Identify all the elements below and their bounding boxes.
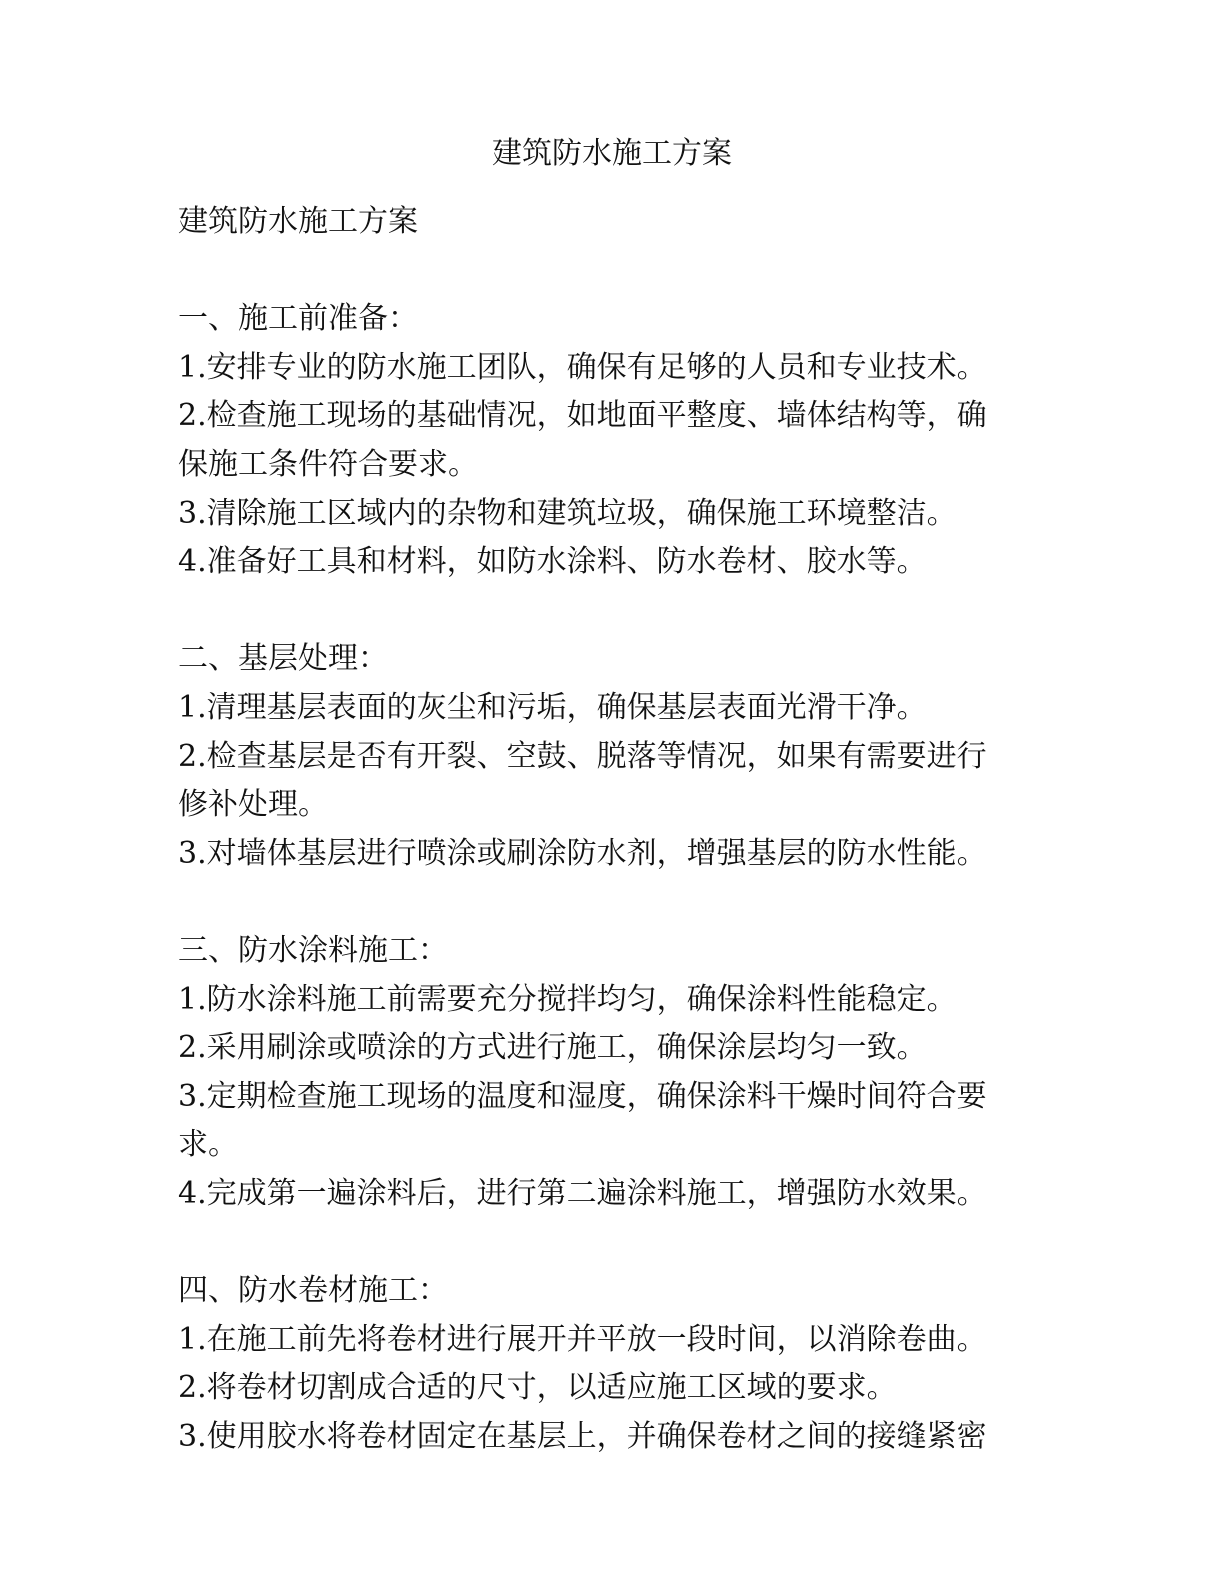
section-heading: 三、防水涂料施工： [178,932,448,968]
section-preparation [178,295,1046,587]
paragraph-line: 3.定期检查施工现场的温度和湿度，确保涂料干燥时间符合要 [178,1078,987,1114]
section-heading: 二、基层处理： [178,641,388,677]
section-membrane [178,1267,1046,1461]
paragraph-line: 求。 [178,1127,238,1163]
blank-line [178,247,1046,296]
paragraph-line: 4.完成第一遍涂料后，进行第二遍涂料施工，增强防水效果。 [178,1175,987,1211]
paragraph-line: 2.检查基层是否有开裂、空鼓、脱落等情况，如果有需要进行 [178,738,987,774]
blank-line [178,878,1046,927]
document-subtitle: 建筑防水施工方案 [178,204,418,239]
paragraph-line: 4.准备好工具和材料，如防水涂料、防水卷材、胶水等。 [178,544,927,580]
section-heading: 四、防水卷材施工： [178,1273,448,1309]
paragraph-line: 1.防水涂料施工前需要充分搅拌均匀，确保涂料性能稳定。 [178,981,957,1017]
section-base-treatment [178,635,1046,878]
blank-line [178,587,1046,636]
paragraph-line: 3.对墙体基层进行喷涂或刷涂防水剂，增强基层的防水性能。 [178,835,987,871]
document-title: 建筑防水施工方案 [492,136,732,171]
paragraph-line: 1.安排专业的防水施工团队，确保有足够的人员和专业技术。 [178,349,987,385]
paragraph-line: 保施工条件符合要求。 [178,446,478,482]
paragraph-line: 2.检查施工现场的基础情况，如地面平整度、墙体结构等，确 [178,398,987,434]
paragraph-line: 修补处理。 [178,787,328,823]
paragraph-line: 1.清理基层表面的灰尘和污垢，确保基层表面光滑干净。 [178,689,927,725]
paragraph-line: 1.在施工前先将卷材进行展开并平放一段时间，以消除卷曲。 [178,1321,987,1357]
document-body [178,198,1046,1461]
paragraph-line: 3.使用胶水将卷材固定在基层上，并确保卷材之间的接缝紧密 [178,1418,987,1454]
paragraph-line: 2.采用刷涂或喷涂的方式进行施工，确保涂层均匀一致。 [178,1030,927,1066]
section-heading: 一、施工前准备： [178,301,418,337]
section-coating [178,927,1046,1219]
paragraph-line: 3.清除施工区域内的杂物和建筑垃圾，确保施工环境整洁。 [178,495,957,531]
paragraph-line: 2.将卷材切割成合适的尺寸，以适应施工区域的要求。 [178,1370,897,1406]
blank-line [178,1218,1046,1267]
